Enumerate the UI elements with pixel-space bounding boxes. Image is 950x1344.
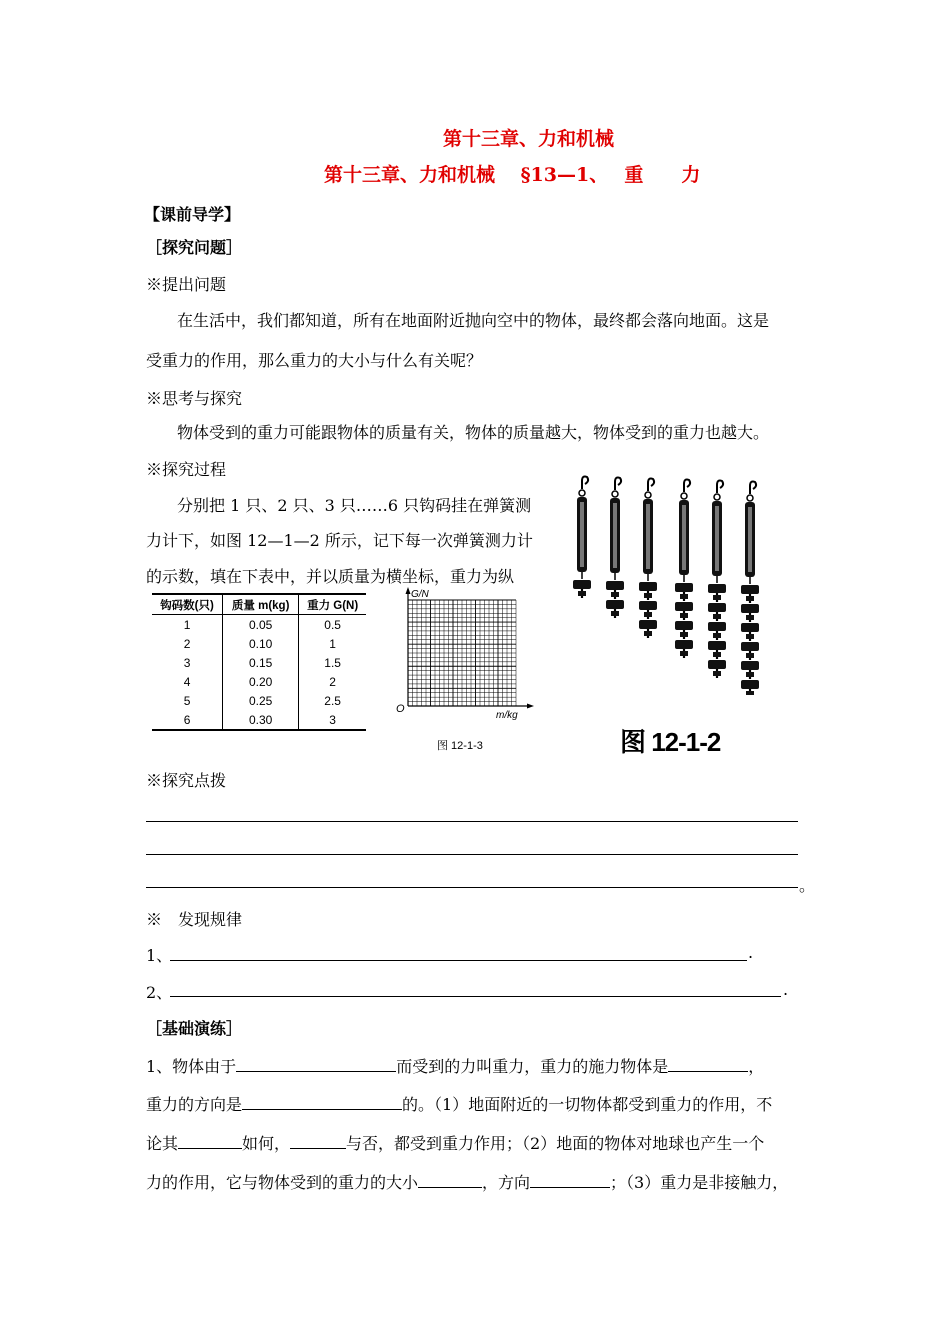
top-hook-icon: [582, 477, 588, 490]
rule-heading: ※ 发现规律: [146, 910, 243, 929]
table-cell: 0.05: [223, 615, 299, 635]
rule-end-1: .: [748, 943, 754, 962]
raise-question-heading: ※提出问题: [146, 275, 227, 294]
think-explore-heading: ※思考与探究: [146, 389, 243, 408]
hook-weight: [708, 641, 726, 650]
origin-label: O: [396, 703, 405, 715]
weight-neck: [746, 615, 754, 620]
table-row: [152, 710, 366, 730]
ring-icon: [714, 494, 720, 500]
y-axis-label: G/N: [411, 589, 429, 600]
x-axis-arrow-icon: [527, 704, 534, 709]
answer-blank[interactable]: [178, 1131, 242, 1149]
hook-weight: [573, 580, 591, 589]
answer-line[interactable]: [146, 887, 798, 888]
table-cell: 1: [183, 617, 191, 632]
top-hook-icon: [648, 479, 654, 492]
hook-weight: [741, 680, 759, 689]
table-cell: 1.5: [299, 653, 366, 672]
hook-weight: [675, 583, 693, 592]
answer-blank[interactable]: [418, 1170, 482, 1188]
table-cell: 2: [299, 672, 366, 691]
ring-icon: [612, 491, 618, 497]
weight-neck: [611, 592, 619, 597]
table-cell: 0.30: [223, 710, 299, 730]
weight-neck: [713, 614, 721, 619]
hint-heading: ※探究点拨: [146, 771, 227, 790]
question-text: 与否，都受到重力作用；（2）地面的物体对地球也产生一个: [346, 1134, 765, 1153]
weight-neck: [713, 595, 721, 600]
hook-weight: [675, 640, 693, 649]
spring-scale-slot: [748, 507, 752, 572]
hook-weight: [708, 584, 726, 593]
question-text: ；（3）重力是非接触力，: [610, 1173, 789, 1192]
hook-weight-table: [152, 593, 366, 731]
hook-weight: [741, 604, 759, 613]
hook-weight: [708, 660, 726, 669]
table-cell: 2: [183, 636, 191, 651]
weight-neck: [680, 613, 688, 618]
rule-number-1: 1、: [146, 946, 173, 965]
question-text: 的。（1）地面附近的一切物体都受到重力的作用，不: [402, 1095, 773, 1114]
top-hook-icon: [615, 478, 621, 491]
question-1-line-3: [146, 1131, 764, 1154]
weight-neck: [746, 634, 754, 639]
table-cell: 0.25: [223, 691, 299, 710]
ring-icon: [747, 495, 753, 501]
table-cell: 0.5: [299, 615, 366, 635]
process-text-3: 的示数，填在下表中，并以质量为横坐标，重力为纵: [146, 567, 515, 586]
table-cell: 0.20: [223, 672, 299, 691]
answer-blank[interactable]: [290, 1131, 346, 1149]
table-cell: 5: [183, 693, 191, 708]
weight-neck: [578, 591, 586, 596]
answer-blank[interactable]: [236, 1054, 396, 1072]
ring-icon: [681, 493, 687, 499]
spring-scale-slot: [646, 504, 650, 569]
answer-blank[interactable]: [242, 1092, 402, 1110]
weight-neck: [713, 633, 721, 638]
pre-study-heading: 【课前导学】: [144, 205, 241, 224]
weight-neck: [644, 593, 652, 598]
weight-neck: [644, 612, 652, 617]
table-header: 质量 m(kg): [223, 594, 299, 615]
question-text: 如何，: [242, 1134, 291, 1153]
hook-weight: [741, 642, 759, 651]
weight-neck: [680, 651, 688, 656]
rule-end-2: .: [783, 980, 789, 999]
hook-weight: [639, 582, 657, 591]
chapter-title: 第十三章、力和机械: [443, 128, 615, 150]
hook-weight: [708, 603, 726, 612]
think-explore-text: 物体受到的重力可能跟物体的质量有关，物体的质量越大，物体受到的重力也越大。: [177, 423, 770, 442]
answer-line[interactable]: [146, 854, 798, 855]
process-heading: ※探究过程: [146, 460, 227, 479]
hook-weight: [708, 622, 726, 631]
table-cell: 4: [183, 674, 191, 689]
table-cell: 3: [183, 655, 191, 670]
figure-caption: 图 12-1-2: [620, 727, 721, 757]
table-cell: 0.15: [223, 653, 299, 672]
weight-neck: [611, 611, 619, 616]
hook-weight: [741, 585, 759, 594]
weight-neck: [644, 631, 652, 636]
spring-scale-slot: [580, 502, 584, 567]
table-cell: 3: [299, 710, 366, 730]
spring-scale-slot: [715, 506, 719, 571]
question-text: ，方向: [482, 1173, 531, 1192]
question-1-line-2: [146, 1092, 772, 1115]
hook-weight: [639, 601, 657, 610]
spring-scale-slot: [682, 505, 686, 570]
question-text: 力的作用，它与物体受到的重力的大小: [146, 1173, 419, 1192]
hook-weight: [741, 661, 759, 670]
answer-line[interactable]: [146, 821, 798, 822]
graph-caption: 图 12-1-3: [437, 740, 483, 752]
table-row: [152, 615, 366, 635]
hook-weight: [675, 602, 693, 611]
hook-weight: [639, 620, 657, 629]
basic-heading: ［基础演练］: [146, 1019, 243, 1038]
process-text-1: 分别把 1 只、2 只、3 只……6 只钩码挂在弹簧测: [177, 496, 532, 515]
table-row: [152, 672, 366, 691]
weight-neck: [713, 671, 721, 676]
spring-scale-figure: [560, 470, 780, 695]
question-1-line-1: [146, 1054, 764, 1077]
weight-neck: [680, 632, 688, 637]
table-row: [152, 634, 366, 653]
ring-icon: [645, 492, 651, 498]
answer-blank[interactable]: [530, 1170, 610, 1188]
question-text: ，: [748, 1057, 765, 1076]
weight-neck: [746, 653, 754, 658]
blank-grid-graph: [390, 584, 540, 724]
question-text: 重力的方向是: [146, 1095, 243, 1114]
weight-neck: [713, 652, 721, 657]
table-cell: 6: [152, 710, 223, 730]
ring-icon: [579, 490, 585, 496]
table-cell: 1: [299, 634, 366, 653]
top-hook-icon: [717, 481, 723, 494]
hint-end-mark: 。: [799, 876, 816, 895]
hook-weight: [606, 600, 624, 609]
weight-neck: [746, 691, 754, 695]
hook-weight: [675, 621, 693, 630]
table-cell: 2.5: [299, 691, 366, 710]
table-header: 重力 G(N): [299, 594, 366, 615]
rule-number-2: 2、: [146, 983, 173, 1002]
table-cell: 0.10: [223, 634, 299, 653]
question-text: 1、物体由于: [146, 1057, 237, 1076]
graph-grid: [408, 600, 516, 706]
question-text: 论其: [146, 1134, 179, 1153]
x-axis-label: m/kg: [496, 710, 518, 721]
table-header: 钩码数(只): [152, 594, 223, 615]
weight-neck: [746, 672, 754, 677]
question-text: 而受到的力叫重力，重力的施力物体是: [396, 1057, 669, 1076]
top-hook-icon: [750, 482, 756, 495]
hook-weight: [741, 623, 759, 632]
table-row: [152, 653, 366, 672]
section-title: 第十三章、力和机械 §13—1、 重 力: [324, 164, 701, 186]
raise-question-text-1: 在生活中，我们都知道，所有在地面附近抛向空中的物体，最终都会落向地面。这是: [177, 311, 770, 330]
question-1-line-4: [146, 1170, 788, 1193]
table-row: [152, 691, 366, 710]
explore-heading: ［探究问题］: [146, 238, 243, 257]
answer-blank[interactable]: [668, 1054, 748, 1072]
raise-question-text-2: 受重力的作用，那么重力的大小与什么有关呢？: [146, 351, 483, 370]
y-axis-arrow-icon: [406, 587, 411, 594]
top-hook-icon: [684, 480, 690, 493]
rule-answer-line-1[interactable]: [170, 960, 747, 961]
process-text-2: 力计下，如图 12—1—2 所示，记下每一次弹簧测力计: [146, 531, 533, 550]
hook-weight: [606, 581, 624, 590]
weight-neck: [746, 596, 754, 601]
rule-answer-line-2[interactable]: [170, 996, 781, 997]
weight-neck: [680, 594, 688, 599]
spring-scale-slot: [613, 503, 617, 568]
